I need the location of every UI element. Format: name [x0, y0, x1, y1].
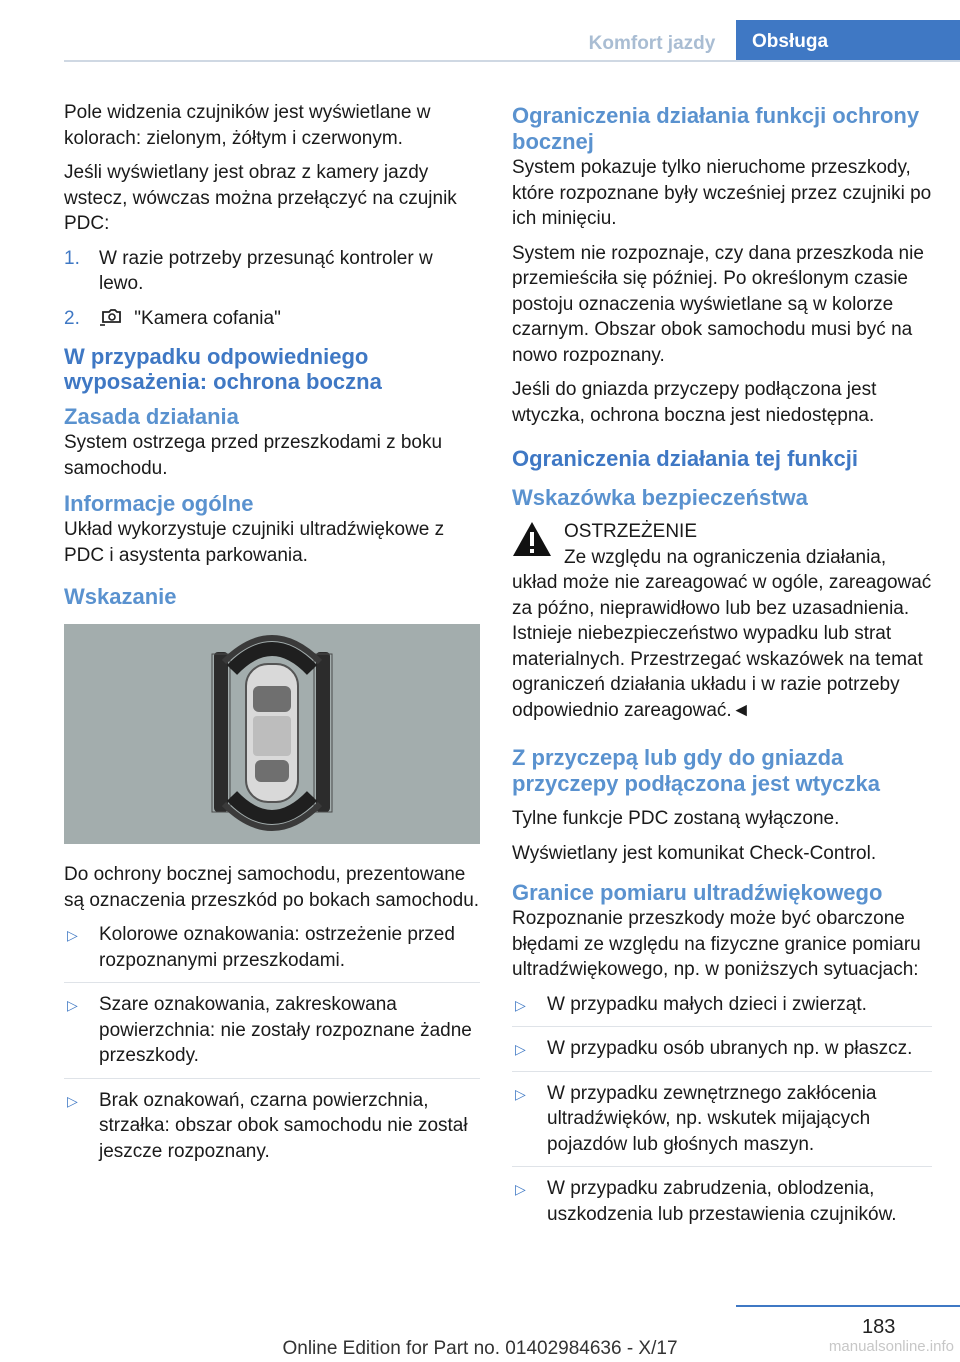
warning-text: Ze względu na ograniczenia działania, układ może nie zareagować w ogóle, zareagować za późno, nieprawidłowo lub bez uzasadnienia. Istnieje niebezpieczeństwo wypadku lub strat materialnych. Przestrzegać wskazówek na temat ograniczeń działania układu i w razie potrzeby odpowiednio zareagować.◄: [512, 546, 932, 721]
subsection-heading: Granice pomiaru ultradźwiękowego: [512, 880, 883, 905]
triangle-bullet-icon: ▷: [67, 927, 78, 943]
warning-triangle-icon: [512, 521, 552, 562]
step-item: [64, 246, 480, 297]
watermark: manualsonline.info: [828, 1338, 954, 1355]
edition-footer: Online Edition for Part no. 01402984636 - X/17: [282, 1338, 678, 1359]
triangle-bullet-icon: ▷: [515, 1181, 526, 1197]
list-item: [512, 1176, 932, 1236]
section-heading: W przypadku odpowiedniego wyposażenia: ochrona boczna: [64, 344, 382, 394]
subsection-heading: Wskazówka bezpieczeństwa: [512, 485, 808, 510]
paragraph: System nie rozpoznaje, czy dana przeszkoda nie przemieściła się później. Po określonym czasie postoju oznaczenia wyświetlane są w kolorze czarnym. Obszar obok samochodu musi być na nowo rozpoznany.: [512, 242, 924, 366]
list-item: [512, 1081, 932, 1168]
warning-title: OSTRZEŻENIE: [564, 521, 698, 542]
list-item-text: W przypadku zewnętrznego zakłócenia ultradźwięków, np. wskutek mijających pojazdów lub głośnych maszyn.: [547, 1082, 877, 1155]
list-item-text: W przypadku małych dzieci i zwierząt.: [547, 993, 867, 1015]
triangle-bullet-icon: ▷: [67, 997, 78, 1013]
paragraph: Do ochrony bocznej samochodu, prezentowane są oznaczenia przeszkód po bokach samochodu.: [64, 864, 480, 911]
list-item-text: Szare oznakowania, zakreskowana powierzchnia: nie zostały rozpoznane żadne przeszkody.: [99, 994, 472, 1066]
reverse-camera-icon: [99, 307, 129, 335]
triangle-bullet-icon: ▷: [515, 1085, 526, 1102]
paragraph: System pokazuje tylko nieruchome przeszkody, które rozpoznane były wcześniej przez czujniki po ich minięciu.: [512, 157, 932, 229]
right-column: [512, 100, 932, 1245]
triangle-bullet-icon: ▷: [515, 1041, 526, 1057]
subsection-heading: Wskazanie: [64, 584, 177, 609]
warning-block: [512, 519, 932, 545]
paragraph: Tylne funkcje PDC zostaną wyłączone.: [512, 808, 840, 829]
footer-rule: [736, 1305, 960, 1307]
steps-list: [64, 246, 480, 335]
list-item: [64, 1088, 480, 1174]
paragraph: Wyświetlany jest komunikat Check-Control.: [512, 842, 877, 864]
subsection-heading: Ograniczenia działania funkcji ochrony bocznej: [512, 103, 920, 154]
list-item: [512, 1036, 932, 1072]
list-item: [64, 992, 480, 1079]
paragraph: Jeśli wyświetlany jest obraz z kamery jazdy wstecz, wówczas można przełączyć na czujnik PDC:: [64, 162, 457, 234]
step-number: 1.: [64, 247, 80, 269]
triangle-bullet-icon: ▷: [67, 1092, 78, 1109]
left-column: [64, 100, 480, 1182]
header-section-label: Komfort jazdy: [588, 33, 716, 54]
list-item-text: Kolorowe oznakowania: ostrzeżenie przed rozpoznanymi przeszkodami.: [99, 924, 455, 971]
limits-list: [512, 992, 932, 1237]
section-heading: Ograniczenia działania tej funkcji: [512, 446, 858, 471]
paragraph: Rozpoznanie przeszkody może być obarczone błędami ze względu na fizyczne granice pomiaru ultradźwiękowego, np. w poniższych sytuacjach:: [512, 908, 921, 980]
side-protection-display-image: [64, 624, 480, 844]
header-rule: [64, 60, 960, 62]
list-item-text: W przypadku osób ubranych np. w płaszcz.: [547, 1038, 913, 1059]
list-item: [512, 992, 932, 1028]
page-number: 183: [862, 1316, 896, 1338]
subsection-heading: Zasada działania: [64, 404, 239, 429]
paragraph: Układ wykorzystuje czujniki ultradźwiękowe z PDC i asystenta parkowania.: [64, 519, 445, 566]
paragraph: System ostrzega przed przeszkodami z boku samochodu.: [64, 432, 443, 479]
list-item-text: W przypadku zabrudzenia, oblodzenia, uszkodzenia lub przestawienia czujników.: [547, 1178, 897, 1225]
step-item: [64, 306, 480, 335]
subsection-heading: Z przyczepą lub gdy do gniazda przyczepy podłączona jest wtyczka: [512, 745, 881, 796]
subsection-heading: Informacje ogólne: [64, 491, 254, 516]
paragraph: Jeśli do gniazda przyczepy podłączona jest wtyczka, ochrona boczna jest niedostępna.: [512, 379, 877, 426]
header-chapter-tab: Obsługa: [736, 20, 960, 62]
triangle-bullet-icon: ▷: [515, 996, 526, 1013]
paragraph: Pole widzenia czujników jest wyświetlane w kolorach: zielonym, żółtym i czerwonym.: [64, 102, 431, 149]
list-item: [64, 922, 480, 983]
step-text: "Kamera cofania": [134, 307, 281, 329]
step-number: 2.: [64, 307, 80, 329]
step-text: W razie potrzeby przesunąć kontroler w lewo.: [99, 247, 433, 294]
indication-list: [64, 922, 480, 1173]
list-item-text: Brak oznakowań, czarna powierzchnia, strzałka: obszar obok samochodu nie został jeszcze rozpoznany.: [99, 1089, 468, 1162]
